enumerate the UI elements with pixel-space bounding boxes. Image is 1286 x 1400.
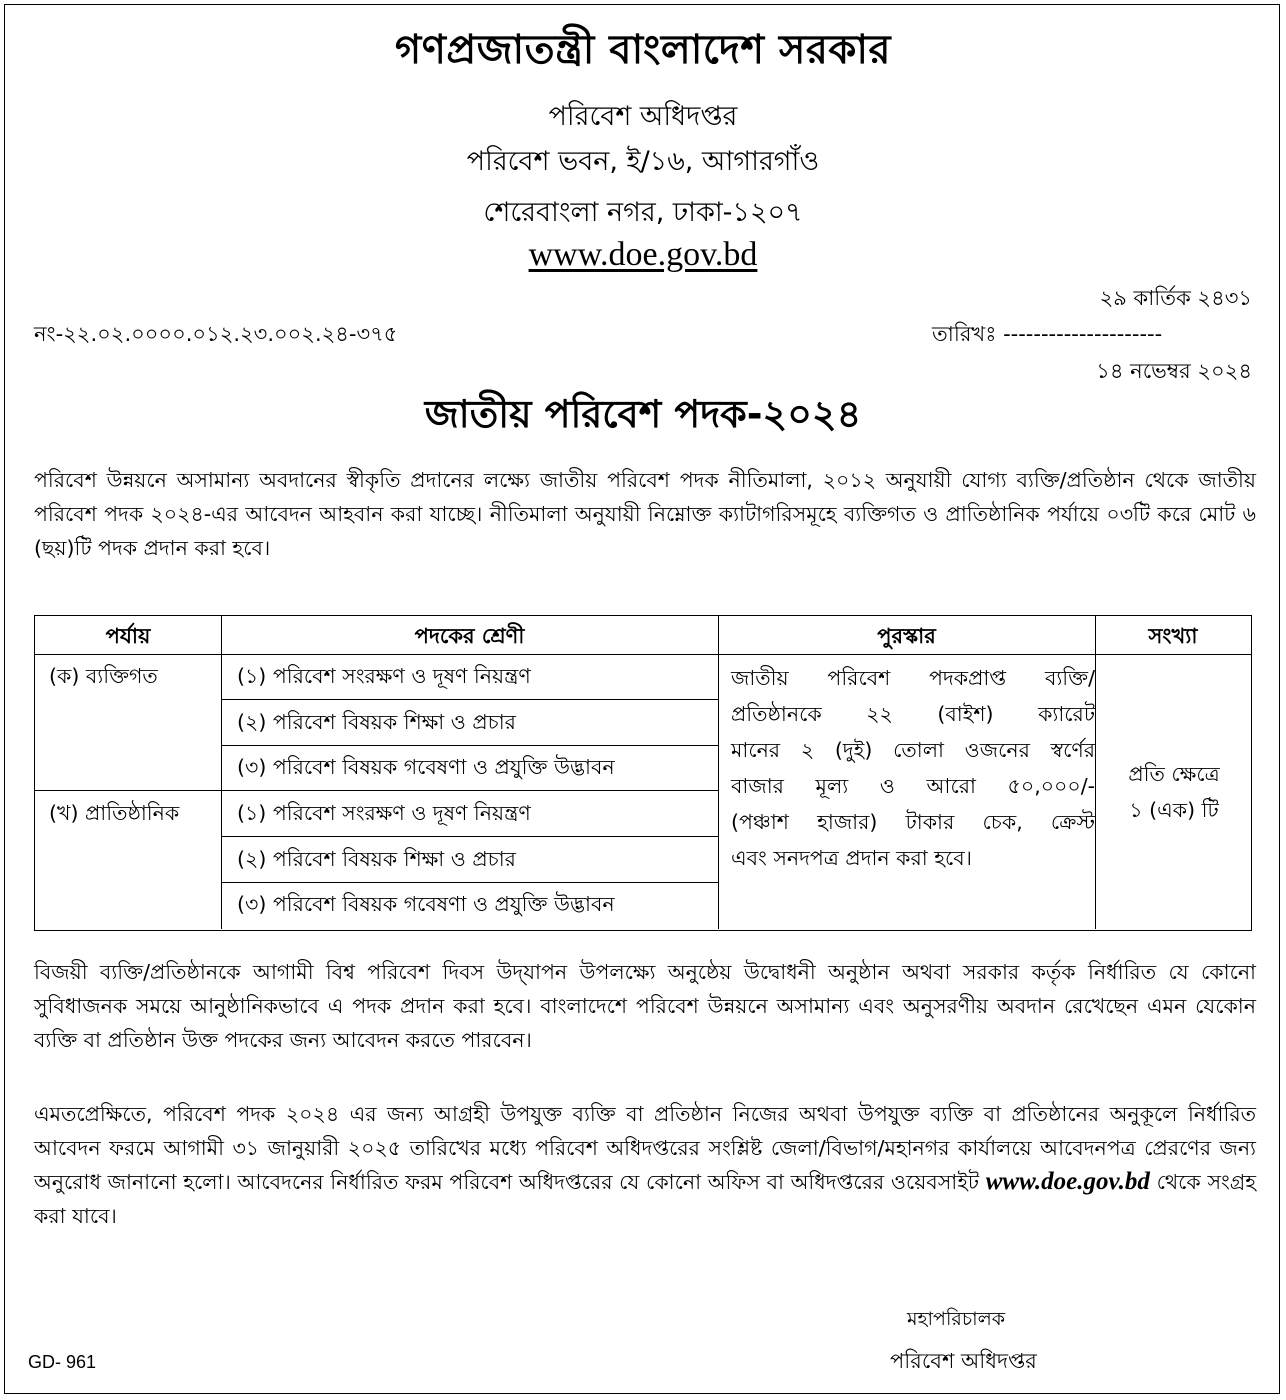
category-cell: (২) পরিবেশ বিষয়ক শিক্ষা ও প্রচার [237,847,516,871]
address-line-2: শেরেবাংলা নগর, ঢাকা-১২০৭ [483,197,803,228]
count-line: ১ (এক) টি [1129,798,1219,822]
award-count [1107,756,1241,828]
application-text: এমতপ্রেক্ষিতে, পরিবেশ পদক ২০২৪ এর জন্য আগ্রহী উপযুক্ত ব্যক্তি বা প্রতিষ্ঠান নিজের অথবা উপযুক্ত ব্যক্তি বা প্রতিষ্ঠানের অনুকূলে নির্ধারিত আবেদন ফরমে আগামী ৩১ জানুয়ারী ২০২৫ তারিখের মধ্যে পরিবেশ অধিদপ্তরের সংশ্লিষ্ট জেলা/বিভাগ/মহানগর কার্যালয়ে আবেদনপত্র প্রেরণের জন্য অনুরোধ জানানো হলো। আবেদনের নির্ধারিত ফরম পরিবেশ অধিদপ্তরের যে কোনো অফিস বা অধিদপ্তরের ওয়েবসাইট [34,1102,1257,1194]
table-divider [718,616,719,929]
signatory-office: পরিবেশ অধিদপ্তর [890,1349,1037,1373]
winners-paragraph: বিজয়ী ব্যক্তি/প্রতিষ্ঠানকে আগামী বিশ্ব পরিবেশ দিবস উদ্‌যাপন উপলক্ষ্যে অনুষ্ঠেয় উদ্বোধনী অনুষ্ঠান অথবা সরকার কর্তৃক নির্ধারিত যে কোনো সুবিধাজনক সময়ে আনুষ্ঠানিকভাবে এ পদক প্রদান করা হবে। বাংলাদেশে পরিবেশ উন্নয়নে অসামান্য এবং অনুসরণীয় অবদান রেখেছেন এমন যেকোন ব্যক্তি বা প্রতিষ্ঠান উক্ত পদকের জন্য আবেদন করতে পারবেন। [34,960,1256,1052]
date-label: তারিখঃ --------------------- [932,322,1163,346]
reward-line: এবং সনদপত্র প্রদান করা হবে। [731,846,972,870]
awards-table [34,615,1252,931]
header-reward: পুরস্কার [877,624,936,648]
table-divider [221,699,718,700]
address-line-1: পরিবেশ ভবন, ই/১৬, আগারগাঁও [466,146,820,177]
government-name: গণপ্রজাতন্ত্রী বাংলাদেশ সরকার [395,27,891,73]
header-level: পর্যায় [105,624,151,648]
date-english: ১৪ নভেম্বর ২০২৪ [1096,359,1252,383]
body-website-link[interactable]: www.doe.gov.bd [985,1168,1150,1195]
category-cell: (১) পরিবেশ সংরক্ষণ ও দূষণ নিয়ন্ত্রণ [237,664,531,688]
table-divider [221,882,718,883]
header-count: সংখ্যা [1148,624,1198,648]
notice-title: জাতীয় পরিবেশ পদক-২০২৪ [424,392,862,436]
table-divider [1095,616,1096,929]
reward-line: মানের ২ (দুই) তোলা ওজনের স্বর্ণের [731,738,1095,762]
category-cell: (২) পরিবেশ বিষয়ক শিক্ষা ও প্রচার [237,710,516,734]
application-text-end: থেকে সংগ্রহ করা যাবে। [34,1170,1256,1228]
reward-line: (পঞ্চাশ হাজার) টাকার চেক, ক্রেস্ট [731,810,1095,834]
category-cell: (১) পরিবেশ সংরক্ষণ ও দূষণ নিয়ন্ত্রণ [237,801,531,825]
table-divider [35,790,718,791]
header-category: পদকের শ্রেণী [414,624,525,648]
level-individual: (ক) ব্যক্তিগত [49,664,158,688]
date-bangla: ২৯ কার্তিক ২৪৩১ [1099,286,1252,310]
category-cell: (৩) পরিবেশ বিষয়ক গবেষণা ও প্রযুক্তি উদ্ভাবন [237,755,615,779]
memo-number: নং-২২.০২.০০০০.০১২.২৩.০০২.২৪-৩৭৫ [34,322,398,346]
signatory-designation: মহাপরিচালক [907,1308,1006,1330]
reward-line: জাতীয় পরিবেশ পদকপ্রাপ্ত ব্যক্তি/ [731,666,1095,690]
intro-paragraph: পরিবেশ উন্নয়নে অসামান্য অবদানের স্বীকৃতি প্রদানের লক্ষ্যে জাতীয় পরিবেশ পদক নীতিমালা, ২০১২ অনুযায়ী যোগ্য ব্যক্তি/প্রতিষ্ঠান থেকে জাতীয় পরিবেশ পদক ২০২৪-এর আবেদন আহবান করা যাচ্ছে। নীতিমালা অনুযায়ী নিম্নোক্ত ক্যাটাগরিসমূহে ব্যক্তিগত ও প্রাতিষ্ঠানিক পর্যায়ে ০৩টি করে মোট ৬ (ছয়)টি পদক প্রদান করা হবে। [34,468,1256,560]
count-line: প্রতি ক্ষেত্রে [1128,762,1220,786]
category-cell: (৩) পরিবেশ বিষয়ক গবেষণা ও প্রযুক্তি উদ্ভাবন [237,892,615,916]
reward-description [731,660,1095,876]
reward-line: বাজার মূল্য ও আরো ৫০,০০০/- [731,774,1095,798]
header-website-link[interactable]: www.doe.gov.bd [528,236,758,273]
application-paragraph [34,1097,1256,1233]
department-name: পরিবেশ অধিদপ্তর [548,101,738,132]
level-institutional: (খ) প্রাতিষ্ঠানিক [49,801,180,825]
gd-number: GD- 961 [28,1352,97,1372]
reward-line: প্রতিষ্ঠানকে ২২ (বাইশ) ক্যারেট [731,702,1095,726]
table-divider [221,836,718,837]
table-divider [221,745,718,746]
